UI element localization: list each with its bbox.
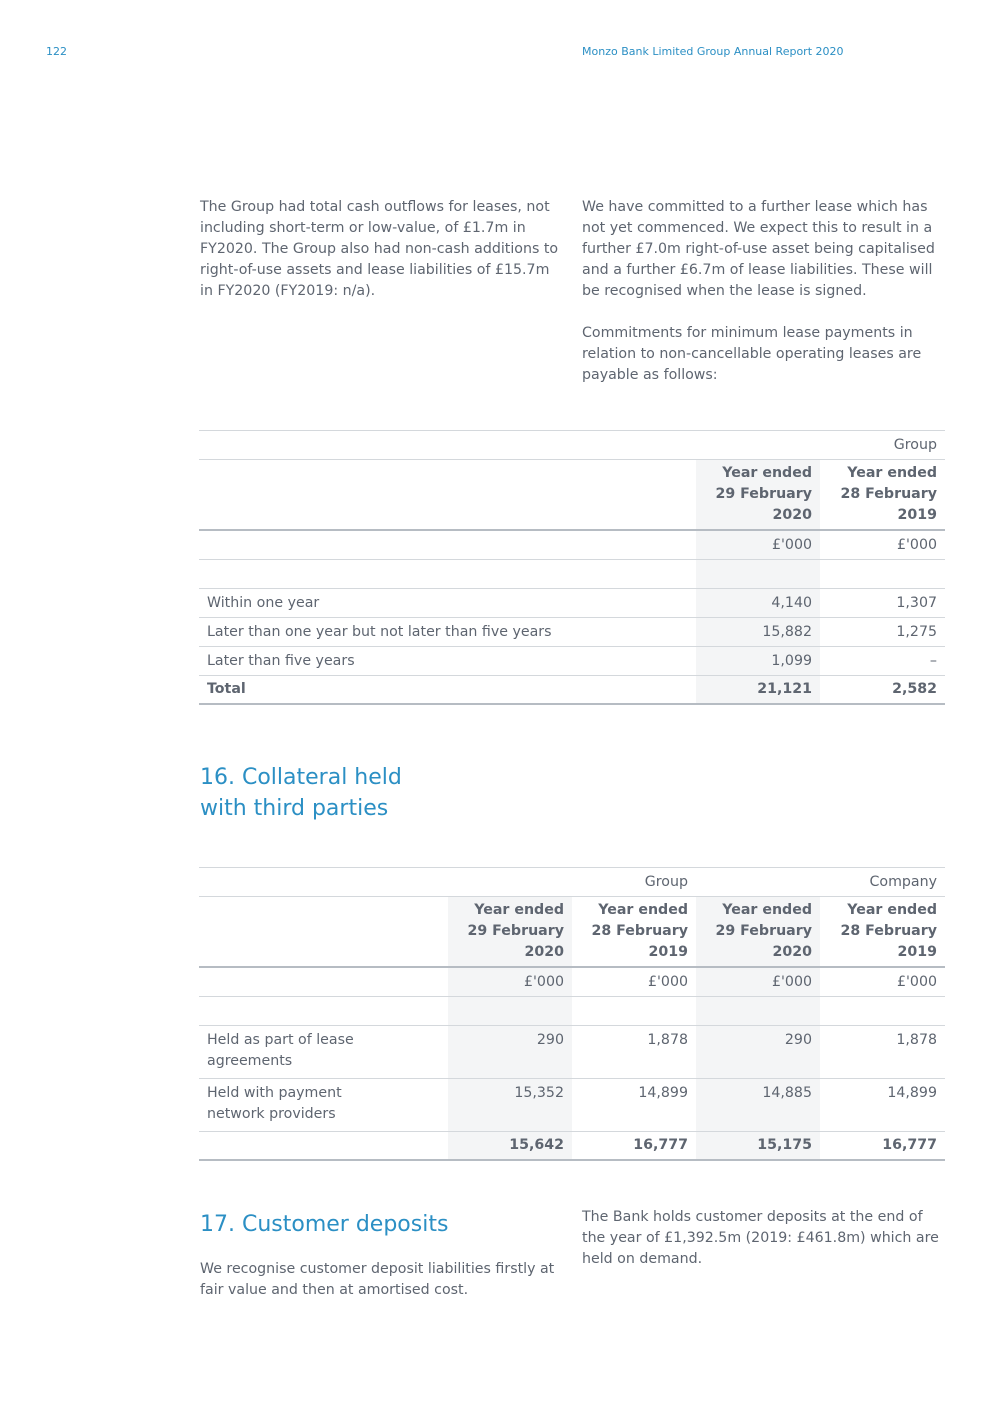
customer-deposits-amount-paragraph: The Bank holds customer deposits at the end of the year of £1,392.5m (2019: £461.8m) which are held on demand. xyxy=(582,1209,939,1267)
unit-cell: £'000 xyxy=(696,530,820,559)
value-cell: – xyxy=(820,646,945,675)
value-cell: 1,878 xyxy=(820,1025,945,1078)
group-label: Group xyxy=(199,431,945,460)
value-cell: 1,307 xyxy=(820,588,945,617)
value-cell: 14,885 xyxy=(696,1078,820,1131)
lease-text-left xyxy=(200,197,562,302)
column-header-2019: Year ended 28 February 2019 xyxy=(820,460,945,531)
document-title: Monzo Bank Limited Group Annual Report 2020 xyxy=(582,45,844,58)
total-value: 16,777 xyxy=(572,1131,696,1160)
value-cell: 14,899 xyxy=(572,1078,696,1131)
column-header: Year ended 29 February 2020 xyxy=(448,897,572,968)
unit-cell: £'000 xyxy=(696,967,820,996)
value-cell: 4,140 xyxy=(696,588,820,617)
lease-commitments-table xyxy=(199,430,945,705)
value-cell: 15,352 xyxy=(448,1078,572,1131)
row-label: Later than five years xyxy=(199,646,696,675)
page-number: 122 xyxy=(46,45,67,58)
customer-deposits-recognition-paragraph: We recognise customer deposit liabilities firstly at fair value and then at amortised cost. xyxy=(200,1261,555,1298)
total-value: 16,777 xyxy=(820,1131,945,1160)
table-row xyxy=(199,1078,945,1131)
table-row xyxy=(199,617,945,646)
collateral-table xyxy=(199,867,945,1161)
unit-cell: £'000 xyxy=(448,967,572,996)
lease-payments-intro-paragraph: Commitments for minimum lease payments in relation to non-cancellable operating leases are payable as follows: xyxy=(582,325,922,383)
value-cell: 14,899 xyxy=(820,1078,945,1131)
section-16-heading: 16. Collateral held with third parties xyxy=(200,765,402,821)
table-group-row xyxy=(199,431,945,460)
units-row xyxy=(199,967,945,996)
total-value: 15,175 xyxy=(696,1131,820,1160)
unit-cell: £'000 xyxy=(820,967,945,996)
value-cell: 290 xyxy=(448,1025,572,1078)
total-value: 21,121 xyxy=(696,675,820,704)
value-cell: 1,275 xyxy=(820,617,945,646)
value-cell: 1,099 xyxy=(696,646,820,675)
lease-cash-outflows-paragraph: The Group had total cash outflows for leases, not including short-term or low-value, of £1.7m in FY2020. The Group also had non-cash additions to right-of-use assets and lease liabilities of £15.7m in FY2020 (FY2019: n/a). xyxy=(200,199,559,299)
value-cell: 15,882 xyxy=(696,617,820,646)
company-label: Company xyxy=(696,868,945,897)
table-row xyxy=(199,646,945,675)
column-header-2020: Year ended 29 February 2020 xyxy=(696,460,820,531)
value-cell: 290 xyxy=(696,1025,820,1078)
total-row xyxy=(199,675,945,704)
table-header-row xyxy=(199,897,945,968)
spacer-row xyxy=(199,559,945,588)
column-header: Year ended 29 February 2020 xyxy=(696,897,820,968)
table-row xyxy=(199,1025,945,1078)
section-17-heading: 17. Customer deposits xyxy=(200,1212,449,1237)
row-label: Held with payment network providers xyxy=(199,1078,448,1131)
column-header: Year ended 28 February 2019 xyxy=(572,897,696,968)
unit-cell: £'000 xyxy=(572,967,696,996)
units-row xyxy=(199,530,945,559)
row-label: Later than one year but not later than five years xyxy=(199,617,696,646)
value-cell: 1,878 xyxy=(572,1025,696,1078)
row-label: Held as part of lease agreements xyxy=(199,1025,448,1078)
lease-commitment-paragraph: We have committed to a further lease which has not yet commenced. We expect this to result in a further £7.0m right-of-use asset being capitalised and a further £6.7m of lease liabilities. These will be recognised when the lease is signed. xyxy=(582,199,935,299)
total-value: 2,582 xyxy=(820,675,945,704)
table-row xyxy=(199,588,945,617)
unit-cell: £'000 xyxy=(820,530,945,559)
total-value: 15,642 xyxy=(448,1131,572,1160)
table-group-row xyxy=(199,868,945,897)
total-row xyxy=(199,1131,945,1160)
group-label: Group xyxy=(448,868,696,897)
row-label: Within one year xyxy=(199,588,696,617)
spacer-row xyxy=(199,996,945,1025)
lease-text-right xyxy=(582,197,948,386)
column-header: Year ended 28 February 2019 xyxy=(820,897,945,968)
table-header-row xyxy=(199,460,945,531)
total-label: Total xyxy=(199,675,696,704)
